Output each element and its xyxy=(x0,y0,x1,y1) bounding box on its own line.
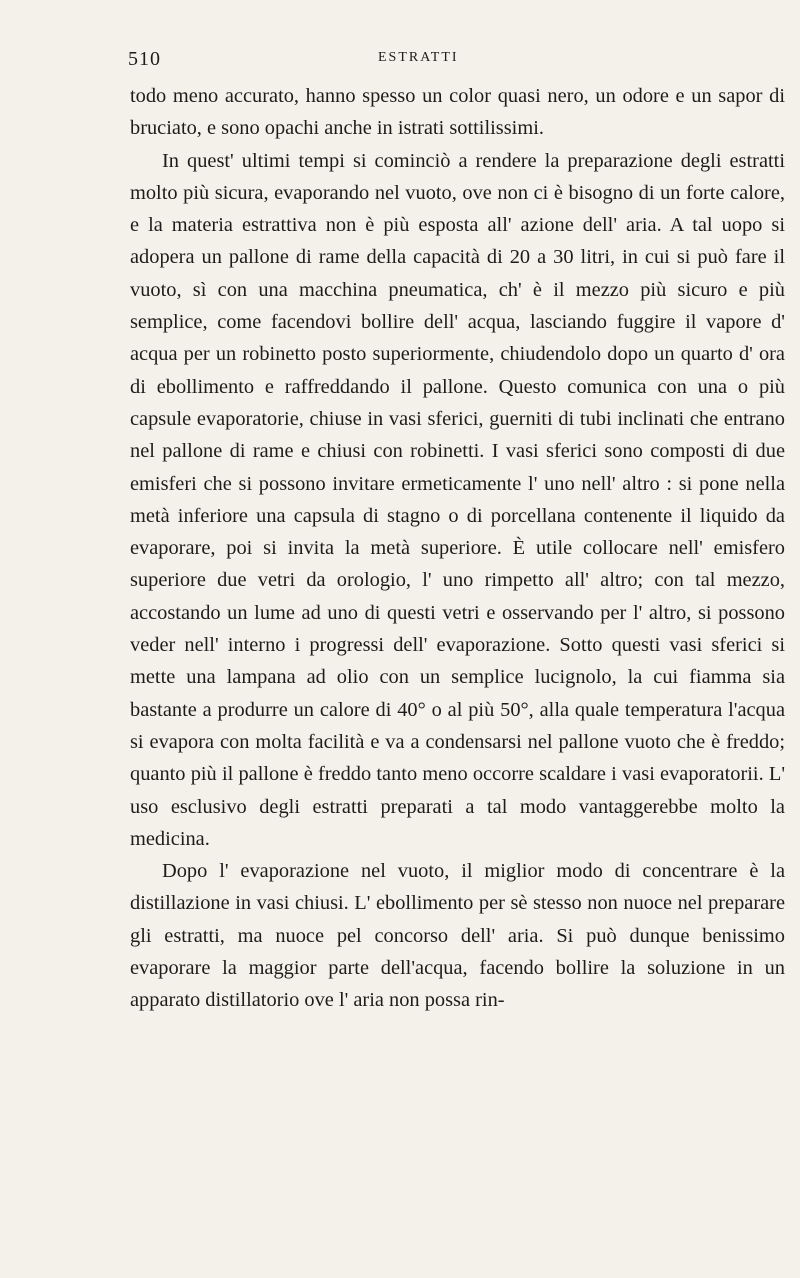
page-header xyxy=(128,44,788,74)
running-head: ESTRATTI xyxy=(378,50,459,65)
paragraph-1: todo meno accurato, hanno spesso un color quasi nero, un odore e un sapor di bruciato, e sono opachi anche in istrati sottilissimi. xyxy=(130,85,785,140)
page-number: 510 xyxy=(128,48,161,70)
body-text xyxy=(130,80,785,1017)
paragraph-2: In quest' ultimi tempi si cominciò a rendere la preparazione degli estratti molto più sicura, evaporando nel vuoto, ove non ci è bisogno di un forte calore, e la materia estrattiva non è più esposta all' azione dell' aria. A tal uopo si adopera un pallone di rame della capacità di 20 a 30 litri, in cui si può fare il vuoto, sì con una macchina pneumatica, ch' è il mezzo più sicuro e più semplice, come facendovi bollire dell' acqua, lasciando fuggire il vapore d' acqua per un robinetto posto superiormente, chiudendolo dopo un quarto d' ora di ebollimento e raffreddando il pallone. Questo comunica con una o più capsule evaporatorie, chiuse in vasi sferici, guerniti di tubi inclinati che entrano nel pallone di rame e chiusi con robinetti. I vasi sferici sono composti di due emisferi che si possono invitare ermeticamente l' uno nell' altro : si pone nella metà inferiore una capsula di stagno o di porcellana contenente il liquido da evaporare, poi si invita la metà superiore. È utile collocare nell' emisfero superiore due vetri da orologio, l' uno rimpetto all' altro; con tal mezzo, accostando un lume ad uno di questi vetri e osservando per l' altro, si possono veder nell' interno i progressi dell' evaporazione. Sotto questi vasi sferici si mette una lampana ad olio con un semplice lucignolo, la cui fiamma sia bastante a produrre un calore di 40° o al più 50°, alla quale temperatura l'acqua si evapora con molta facilità e va a condensarsi nel pallone vuoto che è freddo; quanto più il pallone è freddo tanto meno occorre scaldare i vasi evaporatorii. L' uso esclusivo degli estratti preparati a tal modo vantaggerebbe molto la medicina. xyxy=(130,149,785,850)
paragraph-3: Dopo l' evaporazione nel vuoto, il miglior modo di concentrare è la distillazione in vasi chiusi. L' ebollimento per sè stesso non nuoce nel preparare gli estratti, ma nuoce pel concorso dell' aria. Si può dunque benissimo evaporare la maggior parte dell'acqua, facendo bollire la soluzione in un apparato distillatorio ove l' aria non possa rin- xyxy=(130,860,785,1012)
